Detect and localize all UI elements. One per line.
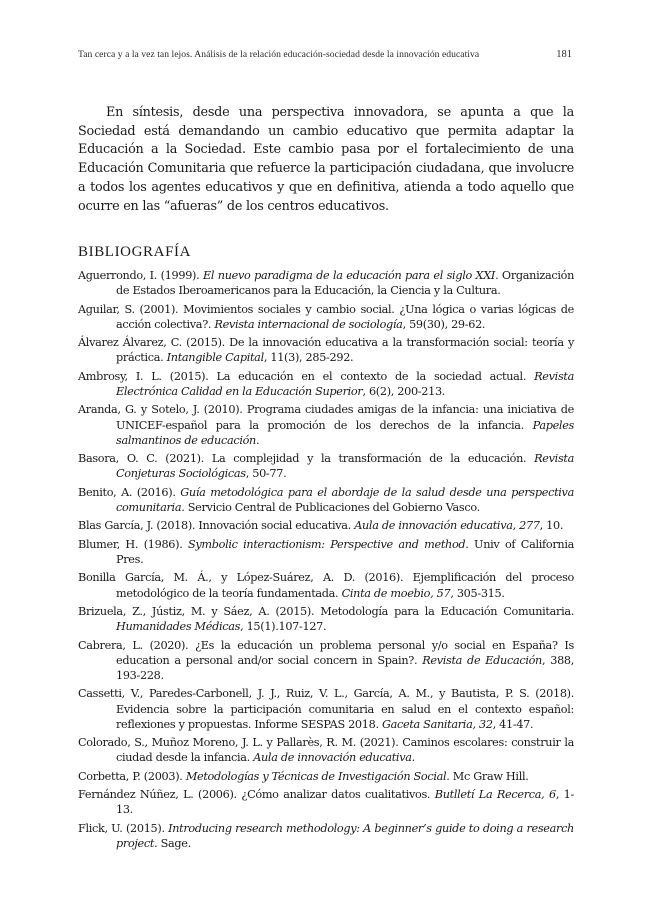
reference-item: Bonilla García, M. Á., y López-Suárez, A. D. (2016). Ejemplificación del proceso metodológico de la teoría fundamentada. Cinta de moebio, 57, 305-315. [78,571,574,600]
reference-item: Basora, O. C. (2021). La complejidad y la transformación de la educación. Revista Conjeturas Sociológicas, 50-77. [78,452,574,481]
running-header [78,49,572,60]
reference-item: Cabrera, L. (2020). ¿Es la educación un problema personal y/o social en España? Is education a personal and/or social concern in Spain?. Revista de Educación, 388, 193-228. [78,638,575,682]
reference-item: Ambrosy, I. L. (2015). La educación en el contexto de la sociedad actual. Revista Electrónica Calidad en la Educación Superior, 6(2), 200-213. [78,369,574,398]
bibliography-heading: BIBLIOGRAFÍA [78,244,192,260]
reference-item: Álvarez Álvarez, C. (2015). De la innovación educativa a la transformación social: teoría y práctica. Intangible Capital, 11(3), 285-292. [78,336,574,365]
reference-item: Brizuela, Z., Jústiz, M. y Sáez, A. (2015). Metodología para la Educación Comunitaria. Humanidades Médicas, 15(1).107-127. [78,604,574,634]
reference-item: Cassetti, V., Paredes-Carbonell, J. J., Ruiz, V. L., García, A. M., y Bautista, P. S. (2018). Evidencia sobre la participación comunitaria en salud en el contexto español: reflexiones y propuestas. Informe SESPAS 2018. Gaceta Sanitaria, 32, 41-47. [78,687,574,731]
reference-item: Blas García, J. (2018). Innovación social educativa. Aula de innovación educativa, 277, 10. [78,519,564,533]
running-title: Tan cerca y a la vez tan lejos. Análisis de la relación educación-sociedad desde la innovación educativa [78,49,480,60]
reference-item: Aguilar, S. (2001). Movimientos sociales y cambio social. ¿Una lógica o varias lógicas de acción colectiva?. Revista internacional de sociología, 59(30), 29-62. [78,302,574,331]
reference-item: Colorado, S., Muñoz Moreno, J. L. y Pallarès, R. M. (2021). Caminos escolares: construir la ciudad desde la infancia. Aula de innovación educativa. [78,736,574,765]
reference-item: Corbetta, P. (2003). Metodologías y Técnicas de Investigación Social. Mc Graw Hill. [78,769,529,783]
reference-item: Fernández Núñez, L. (2006). ¿Cómo analizar datos cualitativos. Butlletí La Recerca, 6, 1-13. [78,788,574,817]
body-paragraph: En síntesis, desde una perspectiva innovadora, se apunta a que la Sociedad está demandando un cambio educativo que permita adaptar la Educación a la Sociedad. Este cambio pasa por el fortalecimiento de una Educación Comunitaria que refuerce la participación ciudadana, que involucre a todos los agentes educativos y que en definitiva, atienda a todo aquello que ocurre en las “afueras” de los centros educativos. [78,105,574,214]
reference-item: Aguerrondo, I. (1999). El nuevo paradigma de la educación para el siglo XXI. Organización de Estados Iberoamericanos para la Educación, la Ciencia y la Cultura. [78,269,574,298]
reference-item: Benito, A. (2016). Guía metodológica para el abordaje de la salud desde una perspectiva comunitaria. Servicio Central de Publicaciones del Gobierno Vasco. [78,485,574,514]
reference-item: Aranda, G. y Sotelo, J. (2010). Programa ciudades amigas de la infancia: una iniciativa de UNICEF-español para la promoción de los derechos de la infancia. Papeles salmantinos de educación. [78,403,574,447]
reference-item: Flick, U. (2015). Introducing research methodology: A beginner’s guide to doing a research project. Sage. [78,821,574,850]
reference-item: Blumer, H. (1986). Symbolic interactionism: Perspective and method. Univ of California Pres. [78,537,574,566]
reference-list [78,268,574,854]
page-number: 181 [556,49,572,60]
